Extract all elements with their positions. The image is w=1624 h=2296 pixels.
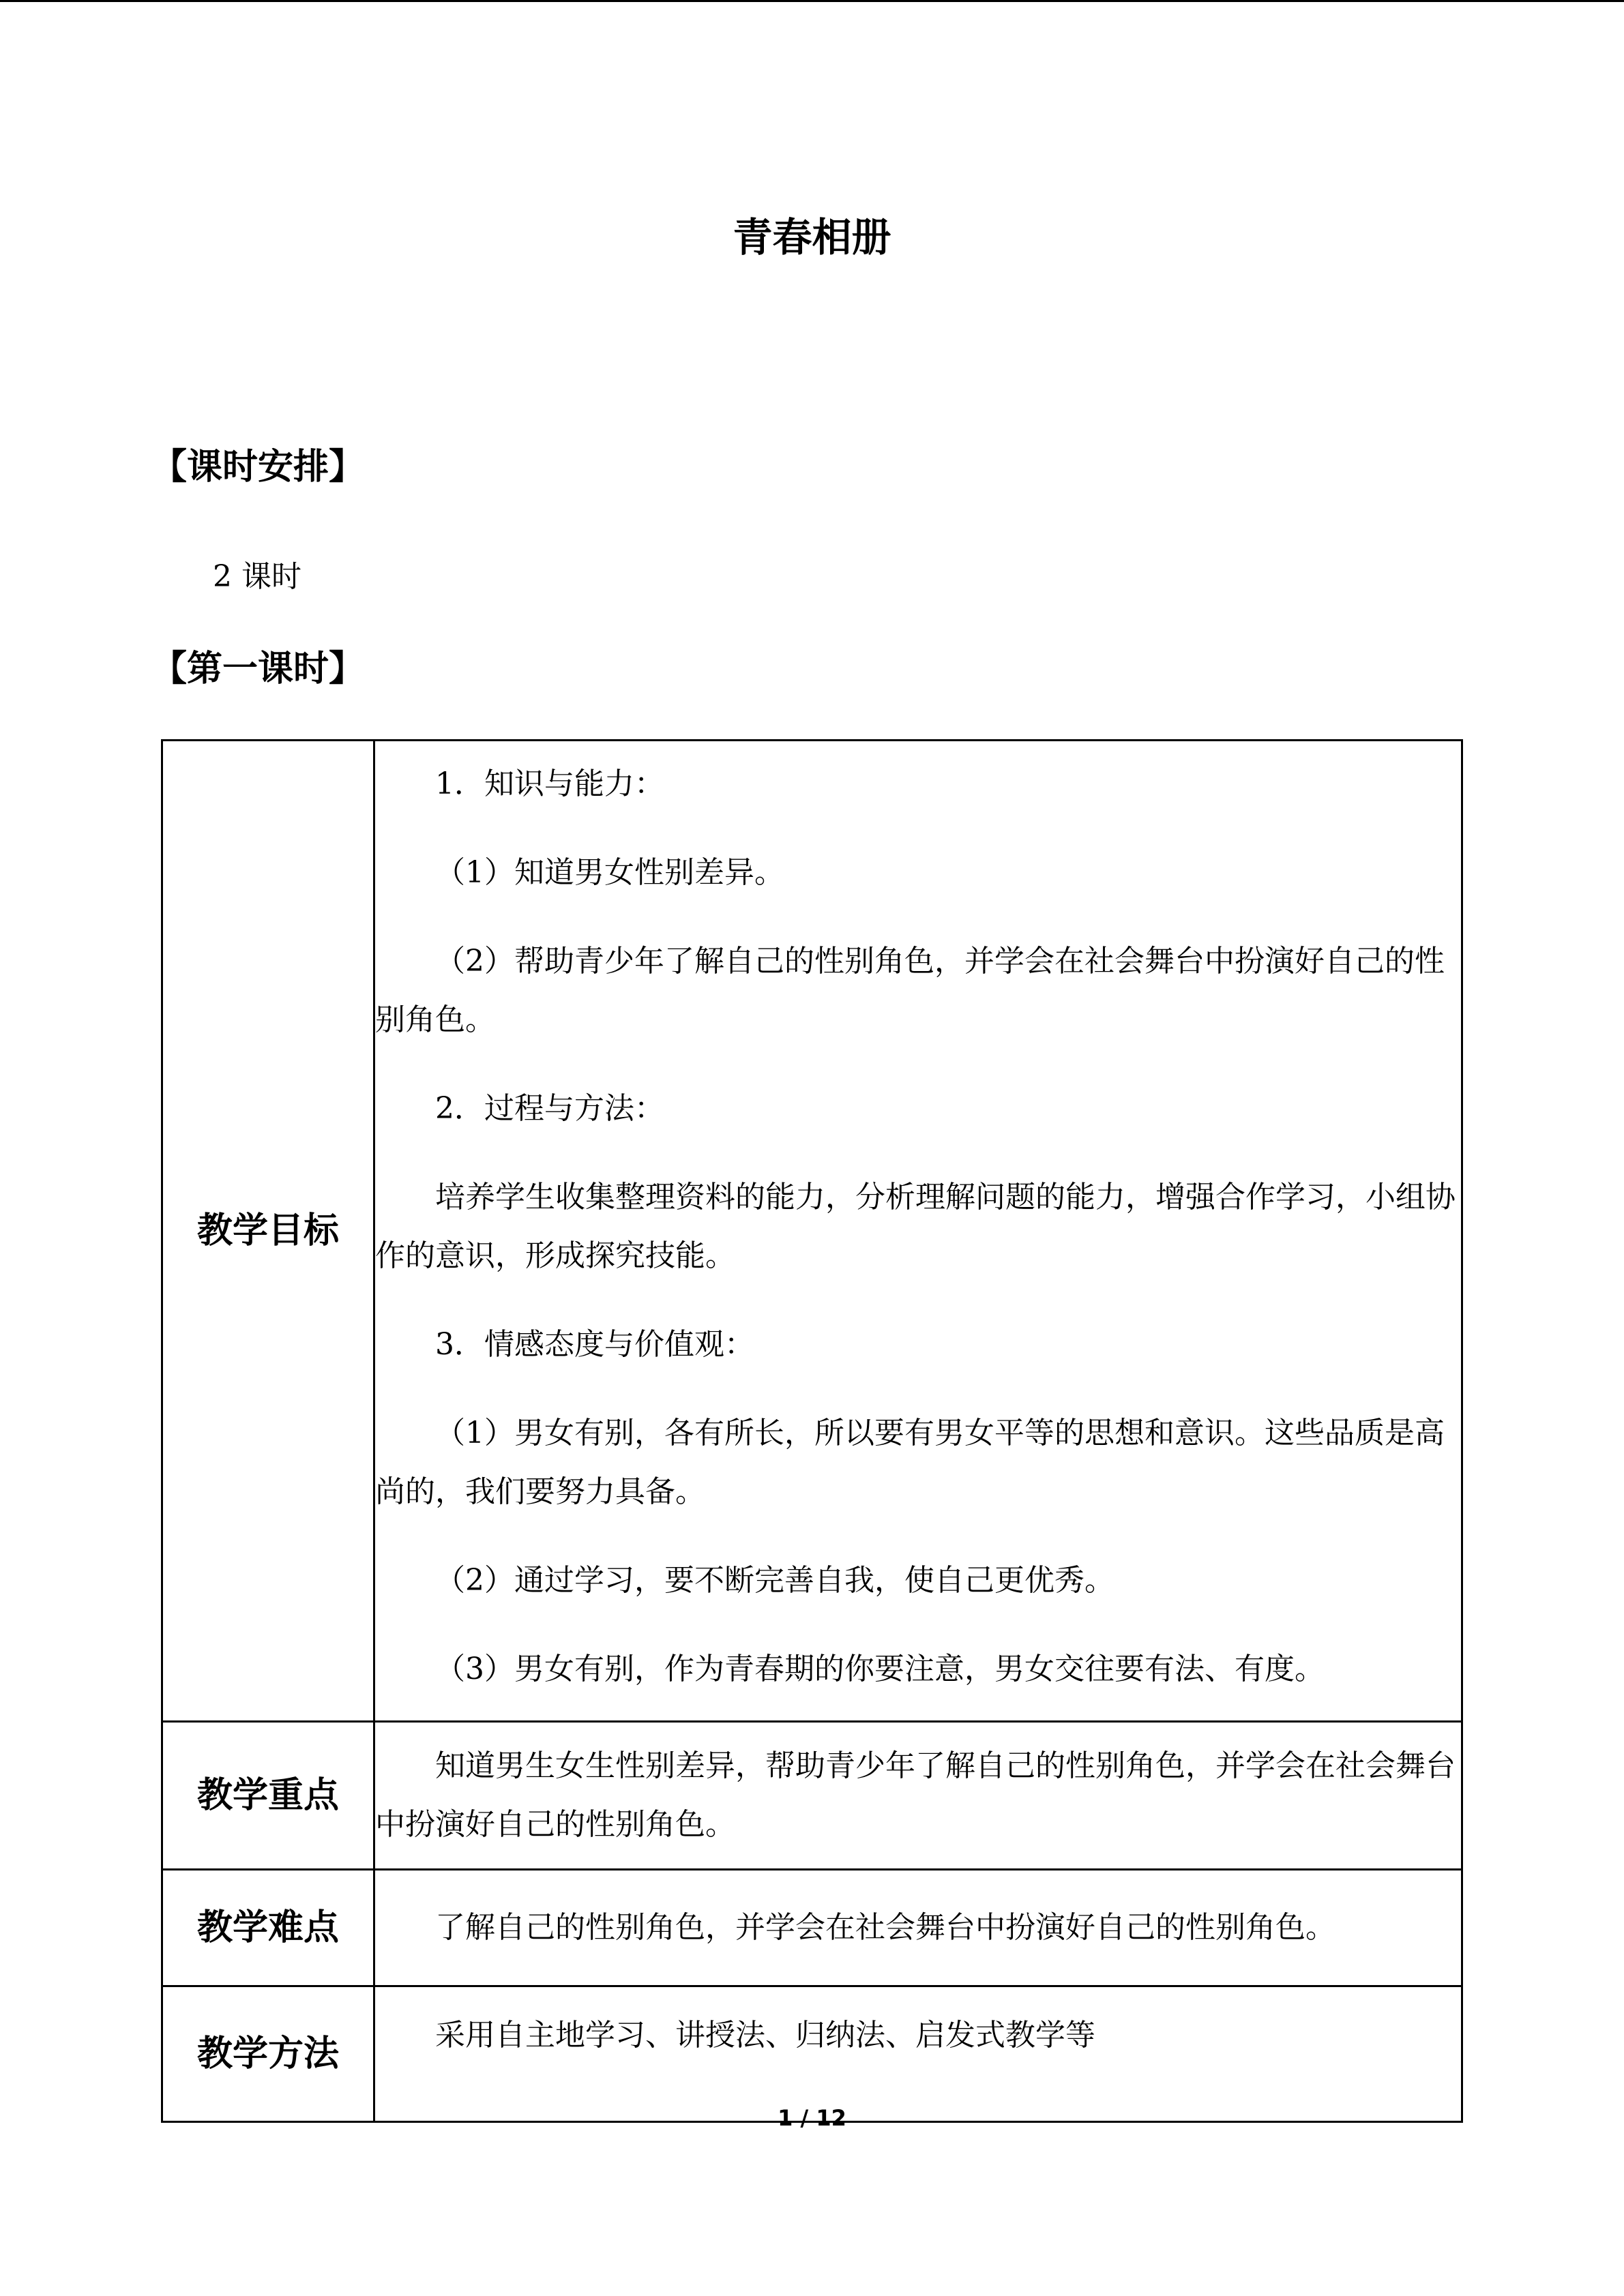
table-row-key-points [162,1722,1462,1870]
objective-paragraph: （2）通过学习，要不断完善自我，使自己更优秀。 [435,1563,1114,1598]
content-paragraph: 了解自己的性别角色，并学会在社会舞台中扮演好自己的性别角色。 [435,1910,1335,1945]
table-row-objectives [162,741,1462,1722]
objective-paragraph: （1）男女有别，各有所长，所以要有男女平等的思想和意识。这些品质是高尚的，我们要努力具备。 [375,1416,1445,1509]
page-number: 1 / 12 [778,2105,846,2131]
lesson1-heading: 【第一课时】 [151,648,365,689]
row-label: 教学目标 [162,741,374,1722]
row-content [374,1986,1462,2122]
row-label: 教学难点 [162,1870,374,1986]
objective-paragraph: 2．过程与方法： [435,1091,664,1126]
row-content [374,1722,1462,1870]
content-paragraph: 采用自主地学习、讲授法、归纳法、启发式教学等 [435,2018,1095,2053]
objective-paragraph: 培养学生收集整理资料的能力，分析理解问题的能力，增强合作学习，小组协作的意识，形成探究技能。 [375,1180,1456,1273]
objective-paragraph: （1）知道男女性别差异。 [435,855,784,890]
top-border-line [0,0,1624,2]
row-label: 教学重点 [162,1722,374,1870]
lesson-plan-table [161,739,1463,2123]
page-title: 青春相册 [733,214,891,260]
row-content [374,741,1462,1722]
objective-paragraph: （3）男女有别，作为青春期的你要注意，男女交往要有法、有度。 [435,1652,1325,1686]
row-label: 教学方法 [162,1986,374,2122]
objective-paragraph: 1．知识与能力： [435,766,664,801]
schedule-value: 2 课时 [213,559,301,594]
table-row-methods [162,1986,1462,2122]
objective-paragraph: 3．情感态度与价值观： [435,1327,754,1362]
table-row-difficulties [162,1870,1462,1986]
content-paragraph: 知道男生女生性别差异，帮助青少年了解自己的性别角色，并学会在社会舞台中扮演好自己的性别角色。 [375,1748,1456,1842]
schedule-heading: 【课时安排】 [151,447,365,488]
row-content [374,1870,1462,1986]
objective-paragraph: （2）帮助青少年了解自己的性别角色，并学会在社会舞台中扮演好自己的性别角色。 [375,944,1445,1037]
